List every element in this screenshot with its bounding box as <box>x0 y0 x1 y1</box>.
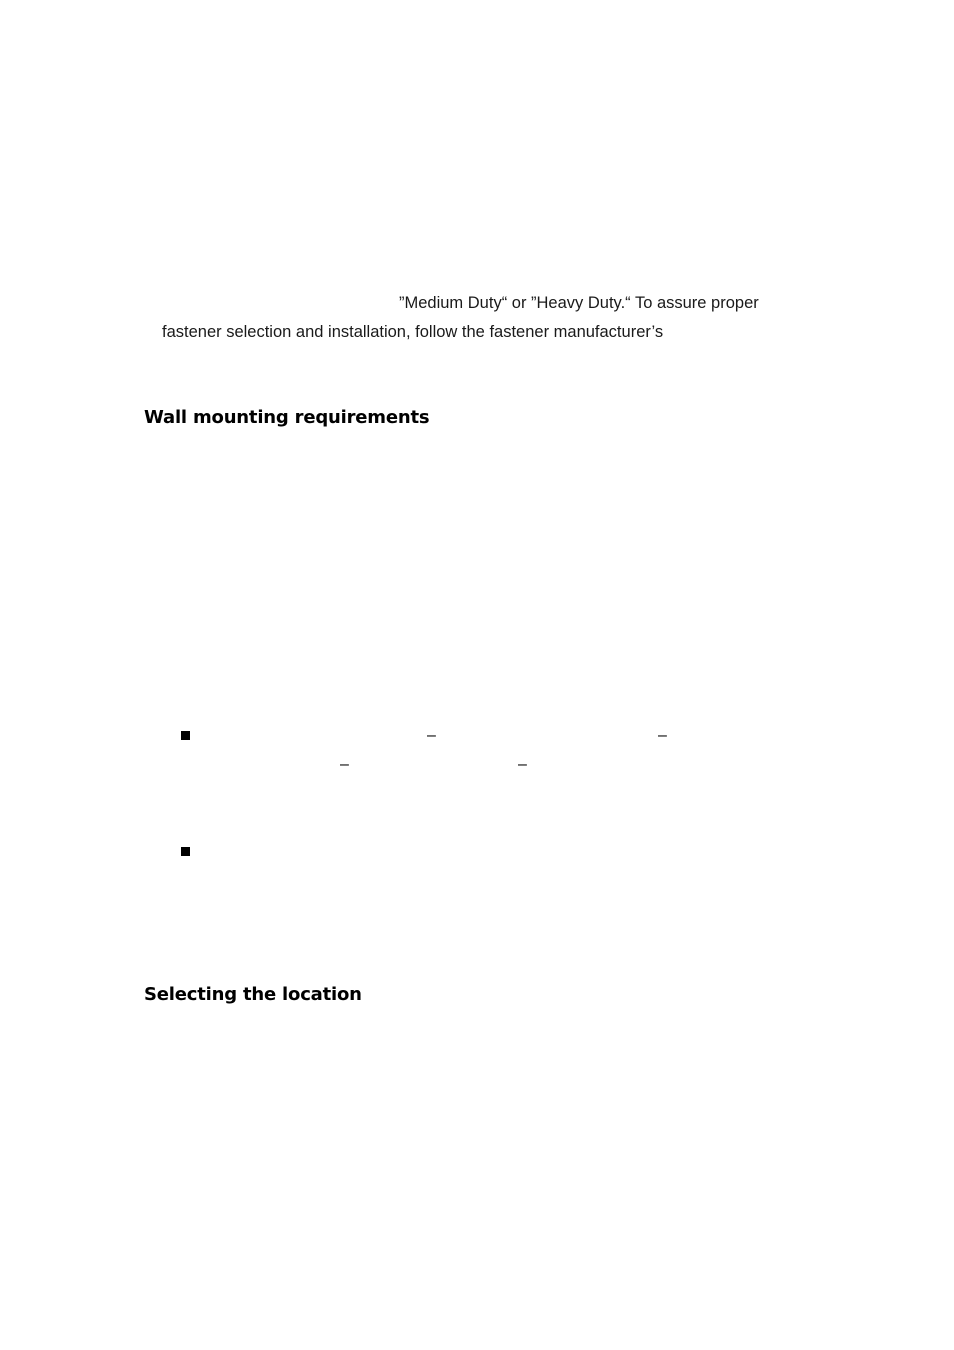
dash-4: – <box>518 756 527 773</box>
paragraph-line-2: fastener selection and installation, follow the fastener manufacturer’s <box>162 323 664 341</box>
dash-1: – <box>427 727 436 744</box>
section-heading-selecting-location: Selecting the location <box>144 984 362 1005</box>
square-bullet-icon <box>181 731 190 740</box>
dash-2: – <box>658 727 667 744</box>
square-bullet-icon <box>181 847 190 856</box>
section-heading-wall-mounting: Wall mounting requirements <box>144 407 430 428</box>
dash-3: – <box>340 756 349 773</box>
paragraph-line-1: ”Medium Duty“ or ”Heavy Duty.“ To assure proper <box>399 294 759 312</box>
